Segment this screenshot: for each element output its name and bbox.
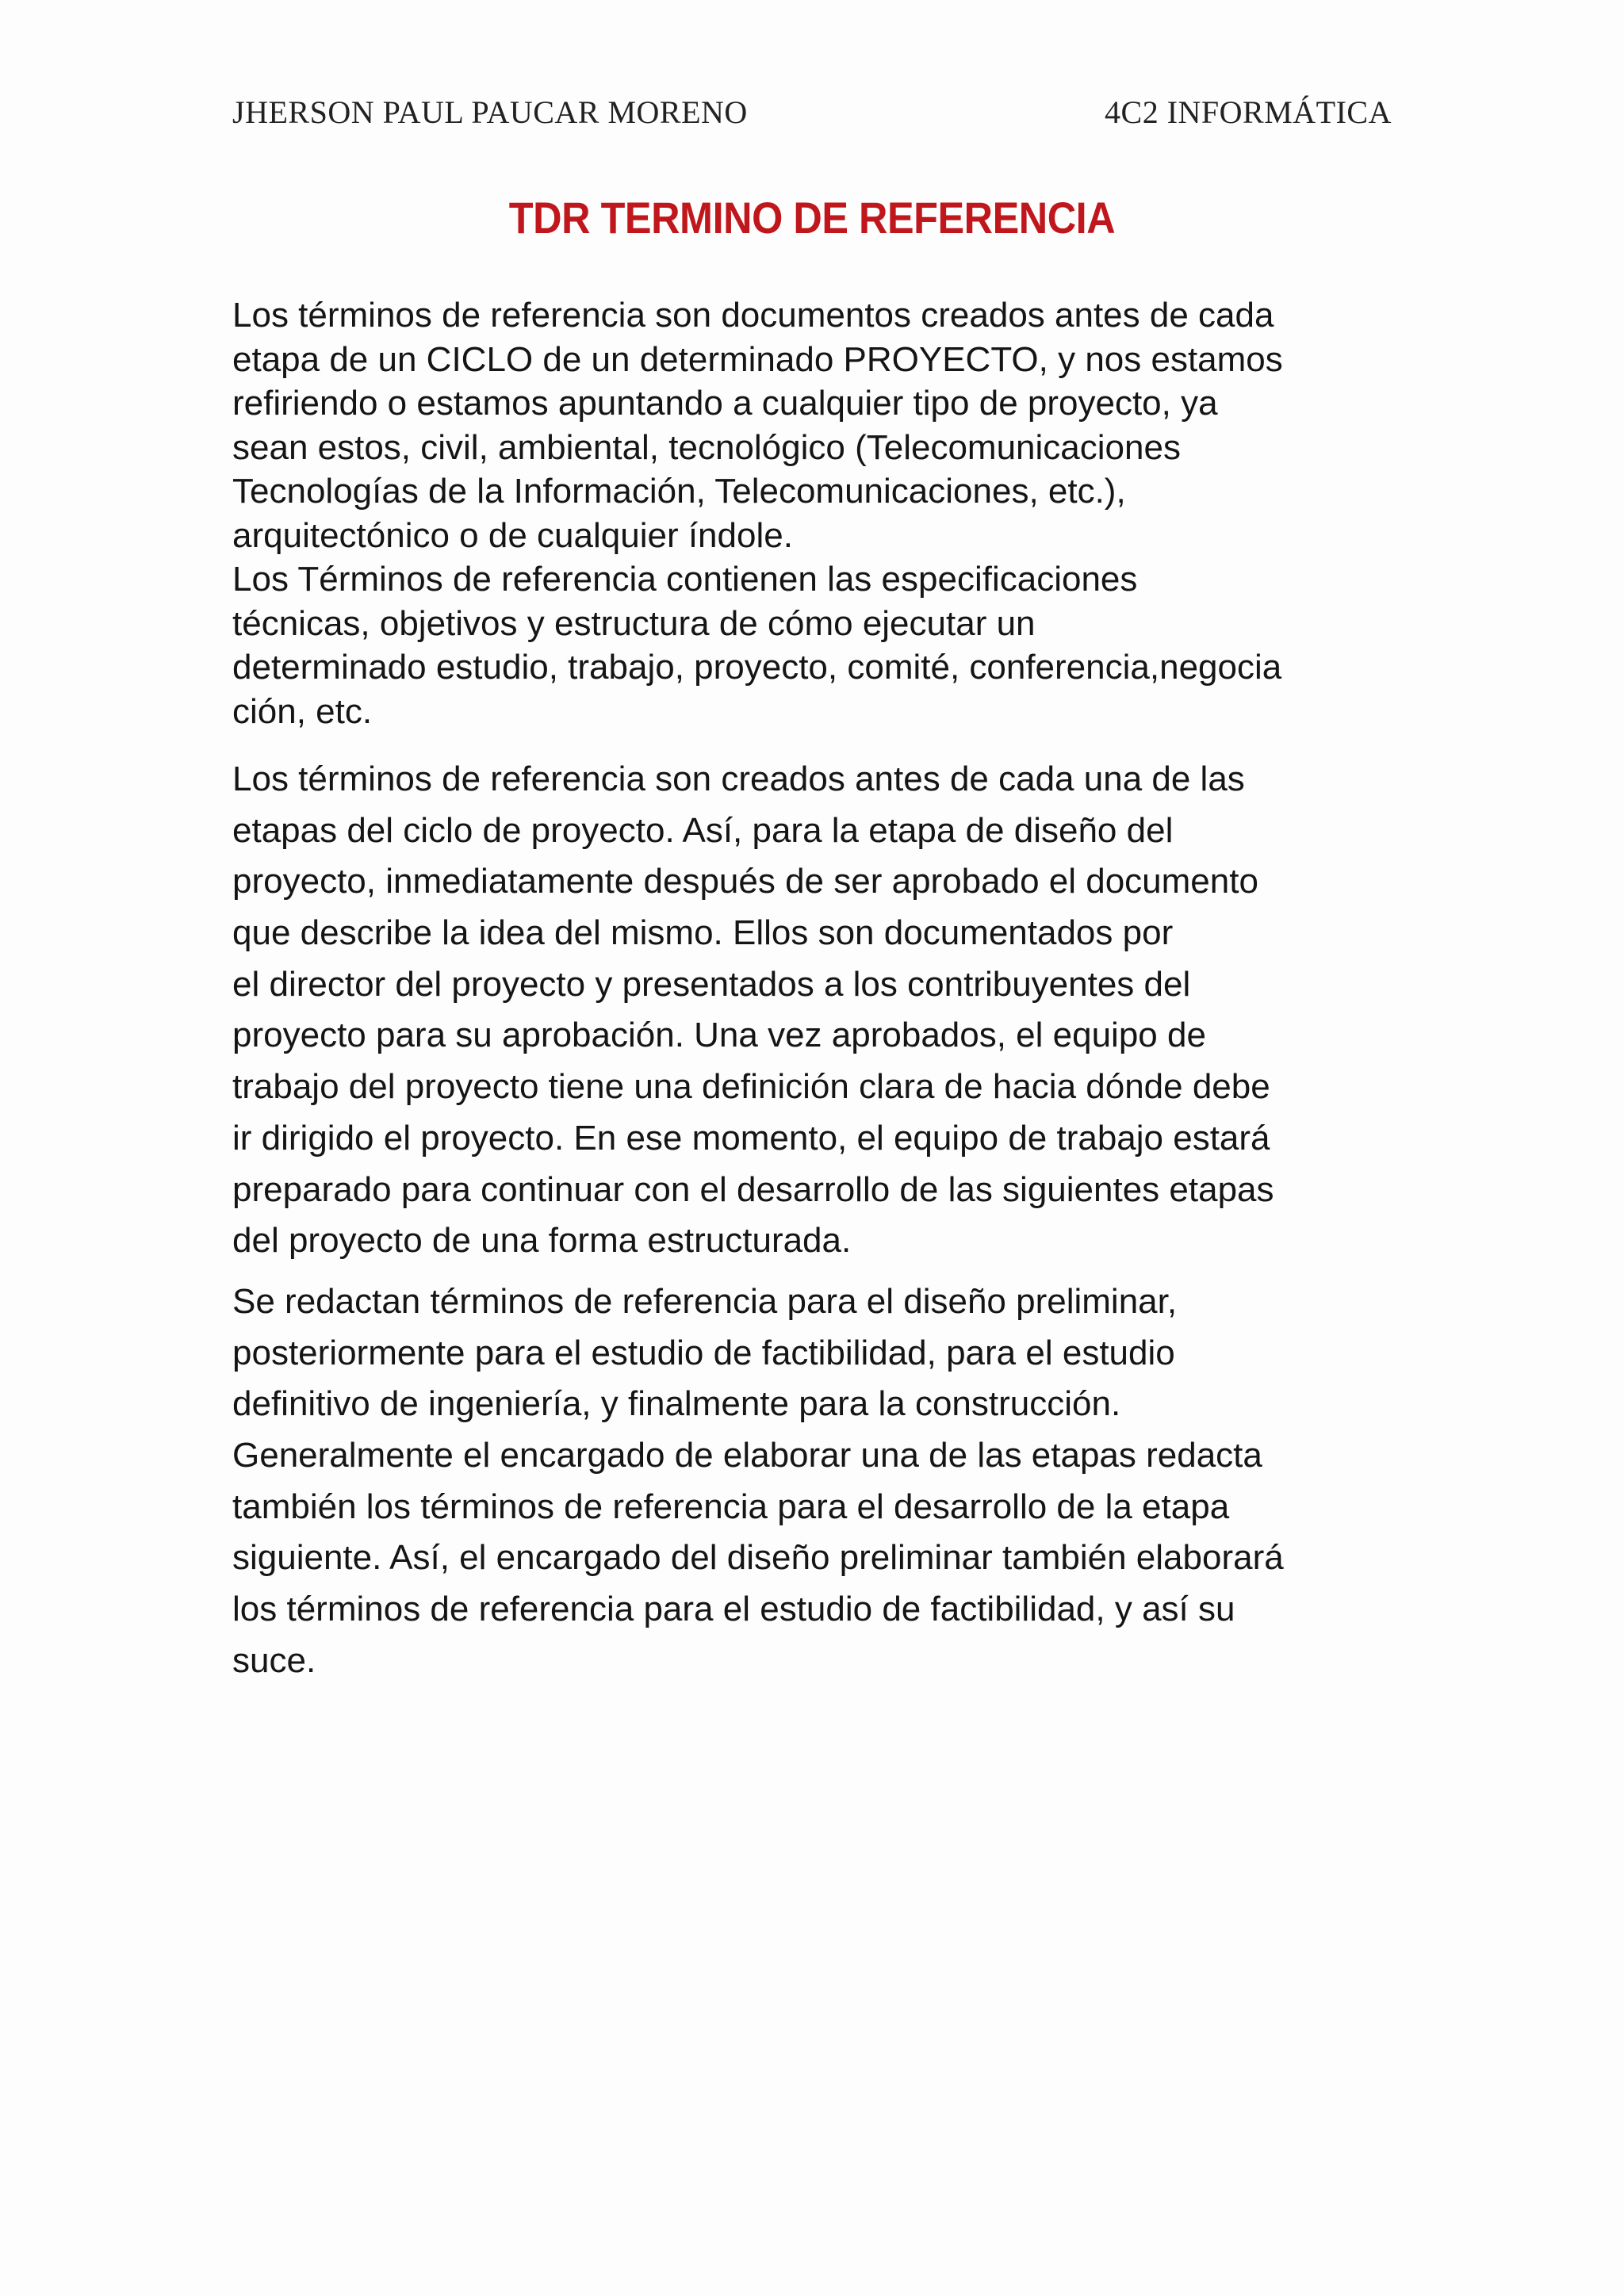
paragraph-line: el director del proyecto y presentados a los contribuyentes del — [232, 964, 1191, 1004]
paragraph-line: suce. — [232, 1640, 316, 1680]
paragraph-line: también los términos de referencia para el desarrollo de la etapa — [232, 1487, 1230, 1526]
paragraph-line: siguiente. Así, el encargado del diseño preliminar también elaborará — [232, 1538, 1284, 1578]
paragraph-line: proyecto para su aprobación. Una vez aprobados, el equipo de — [232, 1016, 1206, 1055]
paragraph-line: Se redactan términos de referencia para el diseño preliminar, — [232, 1282, 1178, 1321]
paragraph-line: ción, etc. — [232, 691, 373, 731]
paragraph-line: preparado para continuar con el desarrollo de las siguientes etapas — [232, 1169, 1274, 1209]
paragraph-line: arquitectónico o de cualquier índole. — [232, 515, 793, 555]
paragraph-line: proyecto, inmediatamente después de ser aprobado el documento — [232, 862, 1258, 901]
paragraph-line: del proyecto de una forma estructurada. — [232, 1221, 852, 1261]
paragraph-line: Los Términos de referencia contienen las especificaciones — [232, 560, 1138, 599]
paragraph-line: que describe la idea del mismo. Ellos son documentados por — [232, 913, 1174, 953]
paragraph-line: definitivo de ingeniería, y finalmente para la construcción. — [232, 1384, 1121, 1424]
paragraph-line: determinado estudio, trabajo, proyecto, comité, conferencia,negocia — [232, 648, 1282, 687]
paragraph-line: Generalmente el encargado de elaborar una de las etapas redacta — [232, 1436, 1262, 1475]
header-author: JHERSON PAUL PAUCAR MORENO — [232, 94, 748, 130]
paragraph-2 — [232, 754, 1398, 1267]
paragraph-line: los términos de referencia para el estudio de factibilidad, y así su — [232, 1590, 1235, 1629]
paragraph-line: Los términos de referencia son documentos creados antes de cada — [232, 296, 1274, 335]
paragraph-line: Tecnologías de la Información, Telecomunicaciones, etc.), — [232, 472, 1126, 511]
paragraph-line: etapa de un CICLO de un determinado PROYECTO, y nos estamos — [232, 339, 1283, 379]
paragraph-line: técnicas, objetivos y estructura de cómo ejecutar un — [232, 603, 1036, 643]
paragraph-line: posteriormente para el estudio de factibilidad, para el estudio — [232, 1333, 1175, 1372]
paragraph-line: Los términos de referencia son creados antes de cada una de las — [232, 760, 1245, 798]
paragraph-line: ir dirigido el proyecto. En ese momento, el equipo de trabajo estará — [232, 1118, 1270, 1158]
paragraph-3 — [232, 1276, 1398, 1687]
paragraph-1 — [232, 293, 1398, 733]
paragraph-line: sean estos, civil, ambiental, tecnológico (Telecomunicaciones — [232, 427, 1181, 467]
header-course: 4C2 INFORMÁTICA — [1105, 94, 1392, 130]
paragraph-line: etapas del ciclo de proyecto. Así, para la etapa de diseño del — [232, 810, 1174, 850]
document-title: TDR TERMINO DE REFERENCIA — [508, 193, 1116, 243]
paragraph-line: trabajo del proyecto tiene una definición clara de hacia dónde debe — [232, 1067, 1270, 1107]
paragraph-line: refiriendo o estamos apuntando a cualquier tipo de proyecto, ya — [232, 384, 1218, 423]
